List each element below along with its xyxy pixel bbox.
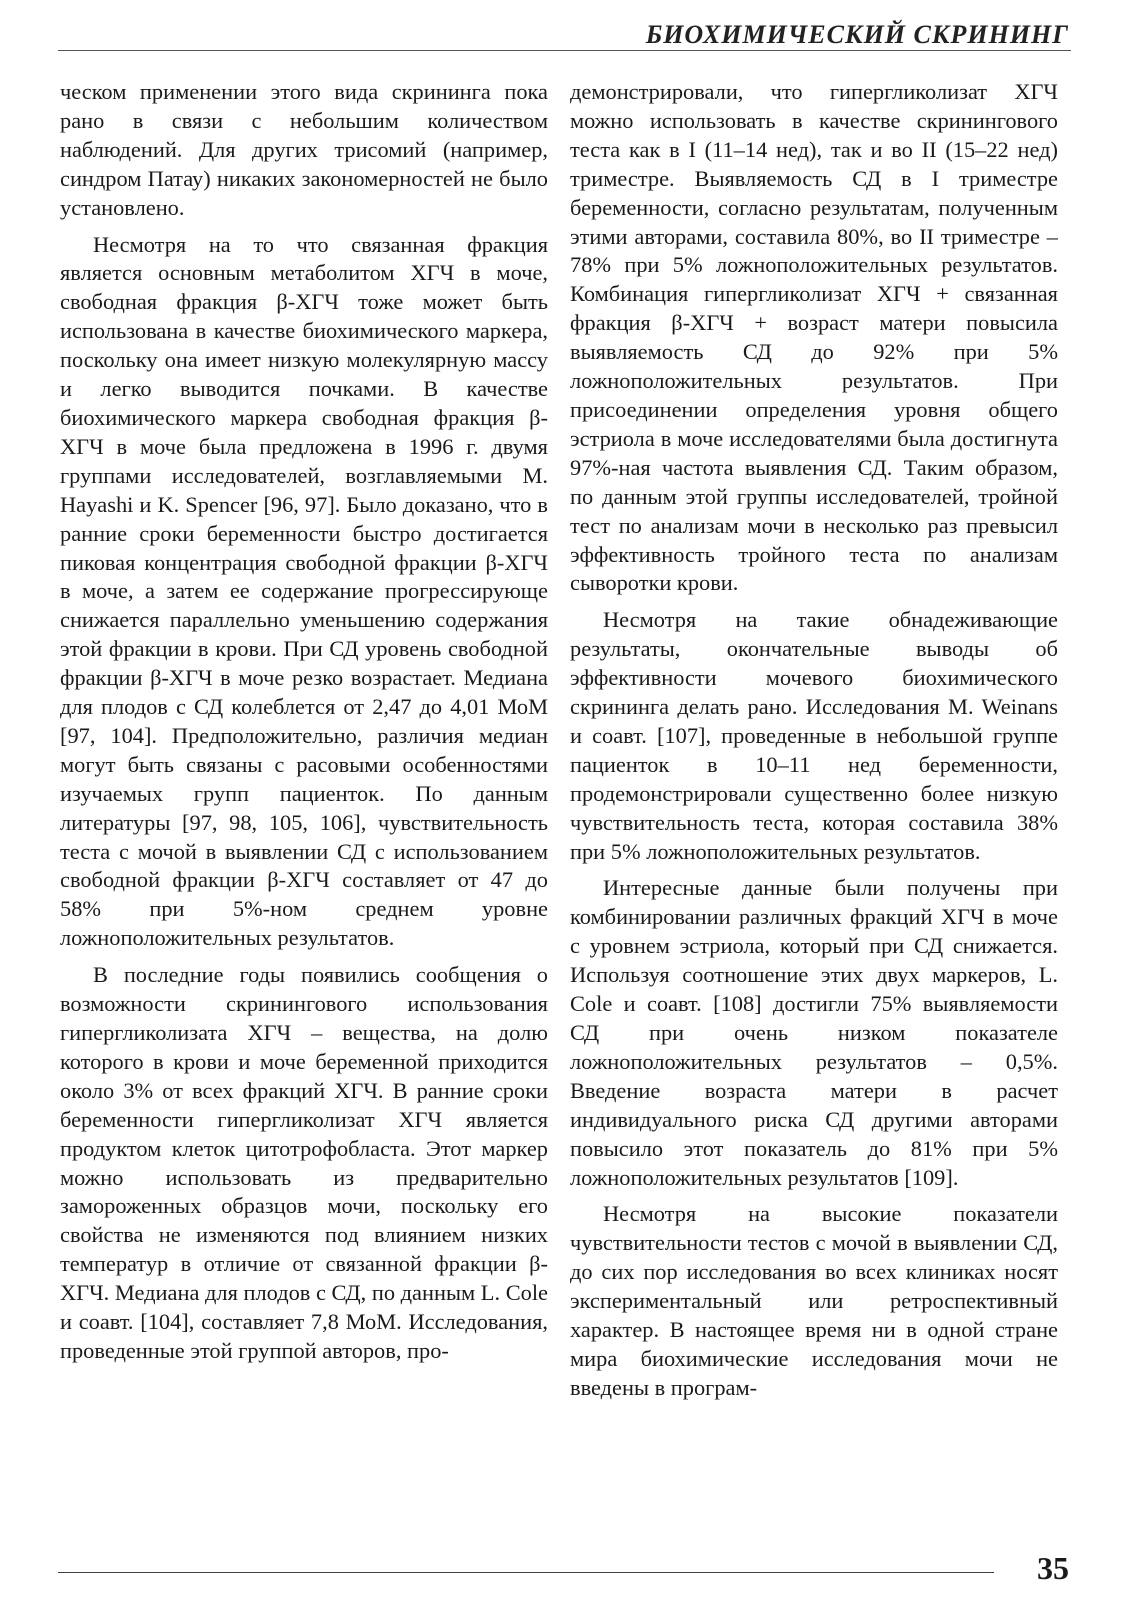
text-column-right — [570, 78, 1058, 1403]
paragraph: демонстрировали, что гипергликолизат ХГЧ можно использовать в качестве скринингового теста как в I (11–14 нед), так и во II (15–22 нед) триместре. Выявляемость СД в I триместре беременности, согласно результатам, полученным этими авторами, составила 80%, во II триместре – 78% при 5% ложноположительных результатов. Комбинация гипергликолизат ХГЧ + связанная фракция β-ХГЧ + возраст матери повысила выявляемость СД до 92% при 5% ложноположительных результатов. При присоединении определения уровня общего эстриола в моче исследователями была достигнута 97%-ная частота выявления СД. Таким образом, по данным этой группы исследователей, тройной тест по анализам мочи в несколько раз превысил эффективность тройного теста по анализам сыворотки крови. — [570, 79, 1058, 596]
paragraph: В последние годы появились сообщения о возможности скринингового использования гипергликолизата ХГЧ – вещества, на долю которого в крови и моче беременной приходится около 3% от всех фракций ХГЧ. В ранние сроки беременности гипергликолизат ХГЧ является продуктом клеток цитотрофобласта. Этот маркер можно использовать из предварительно замороженных образцов мочи, поскольку его свойства не изменяются под влиянием низких температур в отличие от связанной фракции β-ХГЧ. Медиана для плодов с СД, по данным L. Cole и соавт. [104], составляет 7,8 МоМ. Исследования, проведенные этой группой авторов, про- — [60, 962, 548, 1363]
paragraph: Несмотря на такие обнадеживающие результаты, окончательные выводы об эффективности мочевого биохимического скрининга делать рано. Исследования M. Weinans и соавт. [107], проведенные в небольшой группе пациенток в 10–11 нед беременности, продемонстрировали существенно более низкую чувствительность теста, которая составила 38% при 5% ложноположительных результатов. — [570, 607, 1058, 864]
text-column-left — [60, 78, 548, 1366]
footer-divider — [58, 1572, 994, 1573]
paragraph: Несмотря на высокие показатели чувствительности тестов с мочой в выявлении СД, до сих пор исследования во всех клиниках носят экспериментальный или ретроспективный характер. В настоящее время ни в одной стране мира биохимические исследования мочи не введены в програм- — [570, 1201, 1058, 1400]
paragraph: Интересные данные были получены при комбинировании различных фракций ХГЧ в моче с уровнем эстриола, который при СД снижается. Используя соотношение этих двух маркеров, L. Cole и соавт. [108] достигли 75% выявляемости СД при очень низком показателе ложноположительных результатов – 0,5%. Введение возраста матери в расчет индивидуального риска СД другими авторами повысило этот показатель до 81% при 5% ложноположительных результатов [109]. — [570, 875, 1058, 1190]
paragraph: ческом применении этого вида скрининга пока рано в связи с небольшим количеством наблюдений. Для других трисомий (например, синдром Патау) никаких закономерностей не было установлено. — [60, 79, 548, 220]
page-number: 35 — [1037, 1550, 1069, 1586]
paragraph: Несмотря на то что связанная фракция является основным метаболитом ХГЧ в моче, свободная фракция β-ХГЧ тоже может быть использована в качестве биохимического маркера, поскольку она имеет низкую молекулярную массу и легко выводится почками. В качестве биохимического маркера свободная фракция β-ХГЧ в моче была предложена в 1996 г. двумя группами исследователей, возглавляемыми M. Hayashi и K. Spencer [96, 97]. Было доказано, что в ранние сроки беременности быстро достигается пиковая концентрация свободной фракции β-ХГЧ в моче, а затем ее содержание прогрессирующе снижается параллельно уменьшению содержания этой фракции в крови. При СД уровень свободной фракции β-ХГЧ в моче резко возрастает. Медиана для плодов с СД колеблется от 2,47 до 4,01 МоМ [97, 104]. Предположительно, различия медиан могут быть связаны с расовыми особенностями изучаемых групп пациенток. По данным литературы [97, 98, 105, 106], чувствительность теста с мочой в выявлении СД с использованием свободной фракции β-ХГЧ составляет от 47 до 58% при 5%-ном среднем уровне ложноположительных результатов. — [60, 231, 548, 951]
running-header: БИОХИМИЧЕСКИЙ СКРИНИНГ — [645, 20, 1069, 49]
header-divider — [58, 50, 1071, 51]
